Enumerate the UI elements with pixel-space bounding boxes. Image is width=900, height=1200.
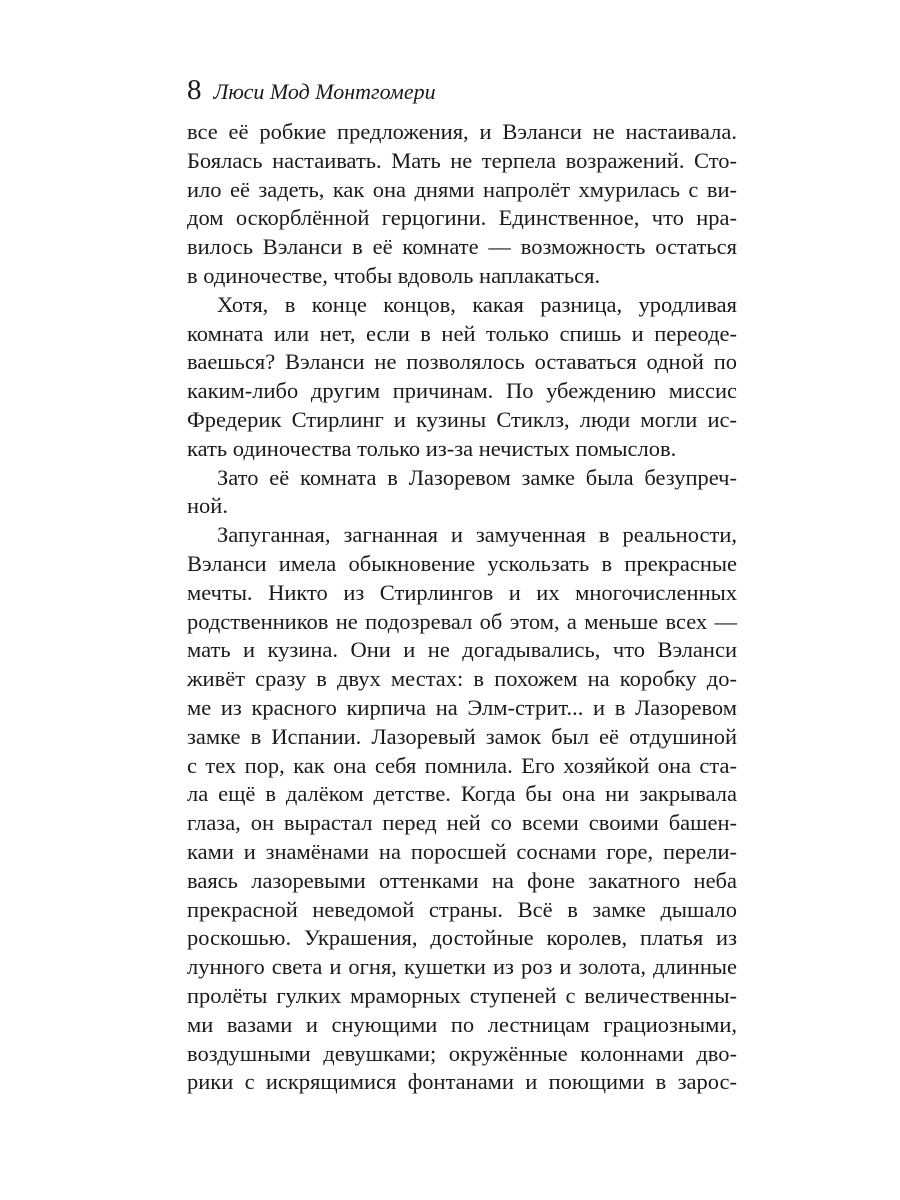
text-line: ной. — [187, 493, 228, 519]
text-line: все её робкие предложения, и Вэланси не настаивала. — [187, 119, 737, 144]
text-line: мечты. Никто из Стирлингов и их многочисленных — [187, 579, 737, 605]
text-line: пролёты гулких мраморных ступеней с величественны- — [187, 982, 737, 1008]
text-line: ками и знамёнами на поросшей соснами горе, перели- — [187, 838, 737, 864]
text-line: рики с искрящимися фонтанами и поющими в зарос- — [187, 1069, 737, 1095]
text-line: воздушными девушками; окружённые колоннами дво- — [187, 1040, 737, 1066]
text-line: лунного света и огня, кушетки из роз и золота, длинные — [187, 954, 737, 980]
text-line: Фредерик Стирлинг и кузины Стиклз, люди могли ис- — [187, 406, 737, 432]
text-line: Хотя, в конце концов, какая разница, уродливая — [217, 291, 737, 317]
text-line: ваешься? Вэланси не позволялось оставаться одной по — [187, 349, 737, 375]
text-line: комната или нет, если в ней только спишь и переоде- — [187, 320, 737, 346]
page-number: 8 — [187, 74, 202, 106]
text-line: мать и кузина. Они и не догадывались, что Вэланси — [187, 637, 737, 663]
text-line: Запуганная, загнанная и замученная в реальности, — [217, 522, 737, 548]
text-line: замке в Испании. Лазоревый замок был её отдушиной — [187, 723, 737, 749]
text-line: вилось Вэланси в её комнате — возможность остаться — [187, 234, 737, 260]
text-line: с тех пор, как она себя помнила. Его хозяйкой она ста- — [187, 752, 737, 778]
text-line: роскошью. Украшения, достойные королев, платья из — [187, 925, 737, 951]
text-line: каким-либо другим причинам. По убеждению миссис — [187, 378, 737, 404]
text-line: в одиночестве, чтобы вдоволь наплакаться. — [187, 262, 601, 288]
text-line: прекрасной неведомой страны. Всё в замке дышало — [187, 896, 737, 922]
text-line: Боялась настаивать. Мать не терпела возражений. Сто- — [187, 147, 737, 173]
body-text — [187, 118, 737, 1097]
text-line: родственников не подозревал об этом, а меньше всех — — [187, 608, 737, 634]
text-line: ла ещё в далёком детстве. Когда бы она ни закрывала — [187, 781, 737, 807]
text-line: Зато её комната в Лазоревом замке была безупреч- — [217, 464, 737, 490]
text-line: глаза, он вырастал перед ней со всеми своими башен- — [187, 810, 737, 836]
text-line: живёт сразу в двух местах: в похожем на коробку до- — [187, 666, 737, 692]
text-line: ме из красного кирпича на Элм-стрит... и в Лазоревом — [187, 694, 737, 720]
running-title: Люси Мод Монтгомери — [213, 79, 436, 104]
text-line: ми вазами и снующими по лестницам грациозными, — [187, 1011, 737, 1037]
text-line: дом оскорблённой герцогини. Единственное, что нра- — [187, 205, 737, 231]
page-header — [187, 74, 436, 108]
text-line: кать одиночества только из-за нечистых помыслов. — [187, 435, 677, 461]
text-line: ваясь лазоревыми оттенками на фоне закатного неба — [187, 867, 737, 893]
text-line: Вэланси имела обыкновение ускользать в прекрасные — [187, 550, 737, 576]
text-line: ило её задеть, как она днями напролёт хмурилась с ви- — [187, 176, 737, 202]
